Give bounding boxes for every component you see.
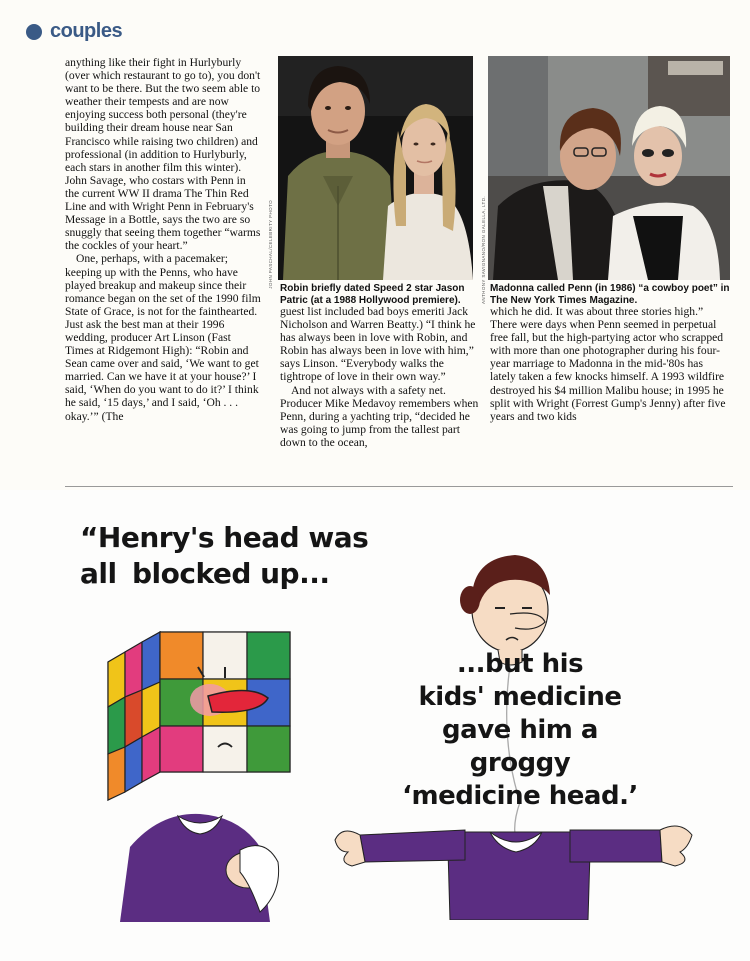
article-column-3 [490, 305, 728, 423]
article-column-1 [65, 56, 262, 423]
bullet-icon [26, 24, 42, 40]
ad-line: kids' medicine [418, 682, 622, 712]
paragraph: One, perhaps, with a pacemaker; keeping up with the Penns, who have played breakup and makeup since their romance began on the set of the 1990 film State of Grace, is not for the fainthearted. Just ask the best man at their 1996 wedding, producer Art Linson (Fast Times at Ridgemont High): “Robin and Sean came over and said, ‘We want to get married. Can we have it at your house?’ I said, ‘When do you want to do it?’ I think he said, ‘15 days,’ and I said, ‘Oh . . . okay.’” (The [65, 252, 261, 423]
paragraph: anything like their fight in Hurlyburly (over which restaurant to go to), you don't want to be there. But the two seem able to weather their tempests and are now enjoying success both personal (they're building their dream house near San Francisco while raising two children) and professional (in addition to Hurlyburly, each stars in another film this winter). John Savage, who costars with Penn in the current WW II drama The Thin Red Line and with Wright Penn in February's Message in a Bottle, says the two are so snuggly that seeing them together “warms the cockles of your heart.” [65, 56, 261, 253]
photo-caption: Robin briefly dated Speed 2 star Jason Patric (at a 1988 Hollywood premiere). [280, 283, 465, 306]
divider [65, 486, 733, 487]
ad-line: ...but his [456, 649, 584, 679]
ad-headline: blocked up... [132, 557, 330, 590]
paragraph: And not always with a safety net. Producer Mike Medavoy remembers when Penn, during a yachting trip, “decided he was going to jump from the tallest part down to the ocean, [280, 383, 479, 449]
photo-caption: Madonna called Penn (in 1986) “a cowboy poet” in The New York Times Magazine. [490, 283, 730, 306]
paragraph: which he did. It was about three stories high.” There were days when Penn seemed in perpetual free fall, but the high-partying actor who scrapped with more than one photographer during his four-year marriage to Madonna in the mid-'80s has lately taken a few knocks himself. A 1993 wildfire destroyed his $4 million Malibu house; in 1995 he split with Wright (Forrest Gump's Jenny) after five years and two kids [490, 305, 726, 423]
photo-madonna-penn-image [488, 56, 730, 280]
photo-madonna-penn [488, 56, 730, 280]
photo-robin-jason [278, 56, 473, 280]
ad-line: gave him a groggy [442, 715, 598, 778]
cube-head-character-illustration [100, 622, 300, 922]
photo-credit: JOHN PASCHAL/CELEBRITY PHOTO [268, 200, 273, 289]
paragraph: guest list included bad boys emeriti Jack Nicholson and Warren Beatty.) “I think he has always been in love with Robin, and Robin has always been in love with him,” says Linson. “Everybody walks the tightrope of love in their own way.” [280, 305, 476, 384]
section-title: couples [50, 20, 123, 42]
photo-credit: ANTHONY SAVIGNANO/RON GALELLA, LTD. [481, 196, 486, 305]
photo-robin-jason-image [278, 56, 473, 280]
ad-headline: “Henry's head was all [80, 521, 369, 590]
article-column-2 [280, 305, 480, 449]
section-header [26, 20, 122, 43]
ad-line: ‘medicine head.’ [402, 781, 638, 811]
ad-body-text [400, 648, 640, 813]
